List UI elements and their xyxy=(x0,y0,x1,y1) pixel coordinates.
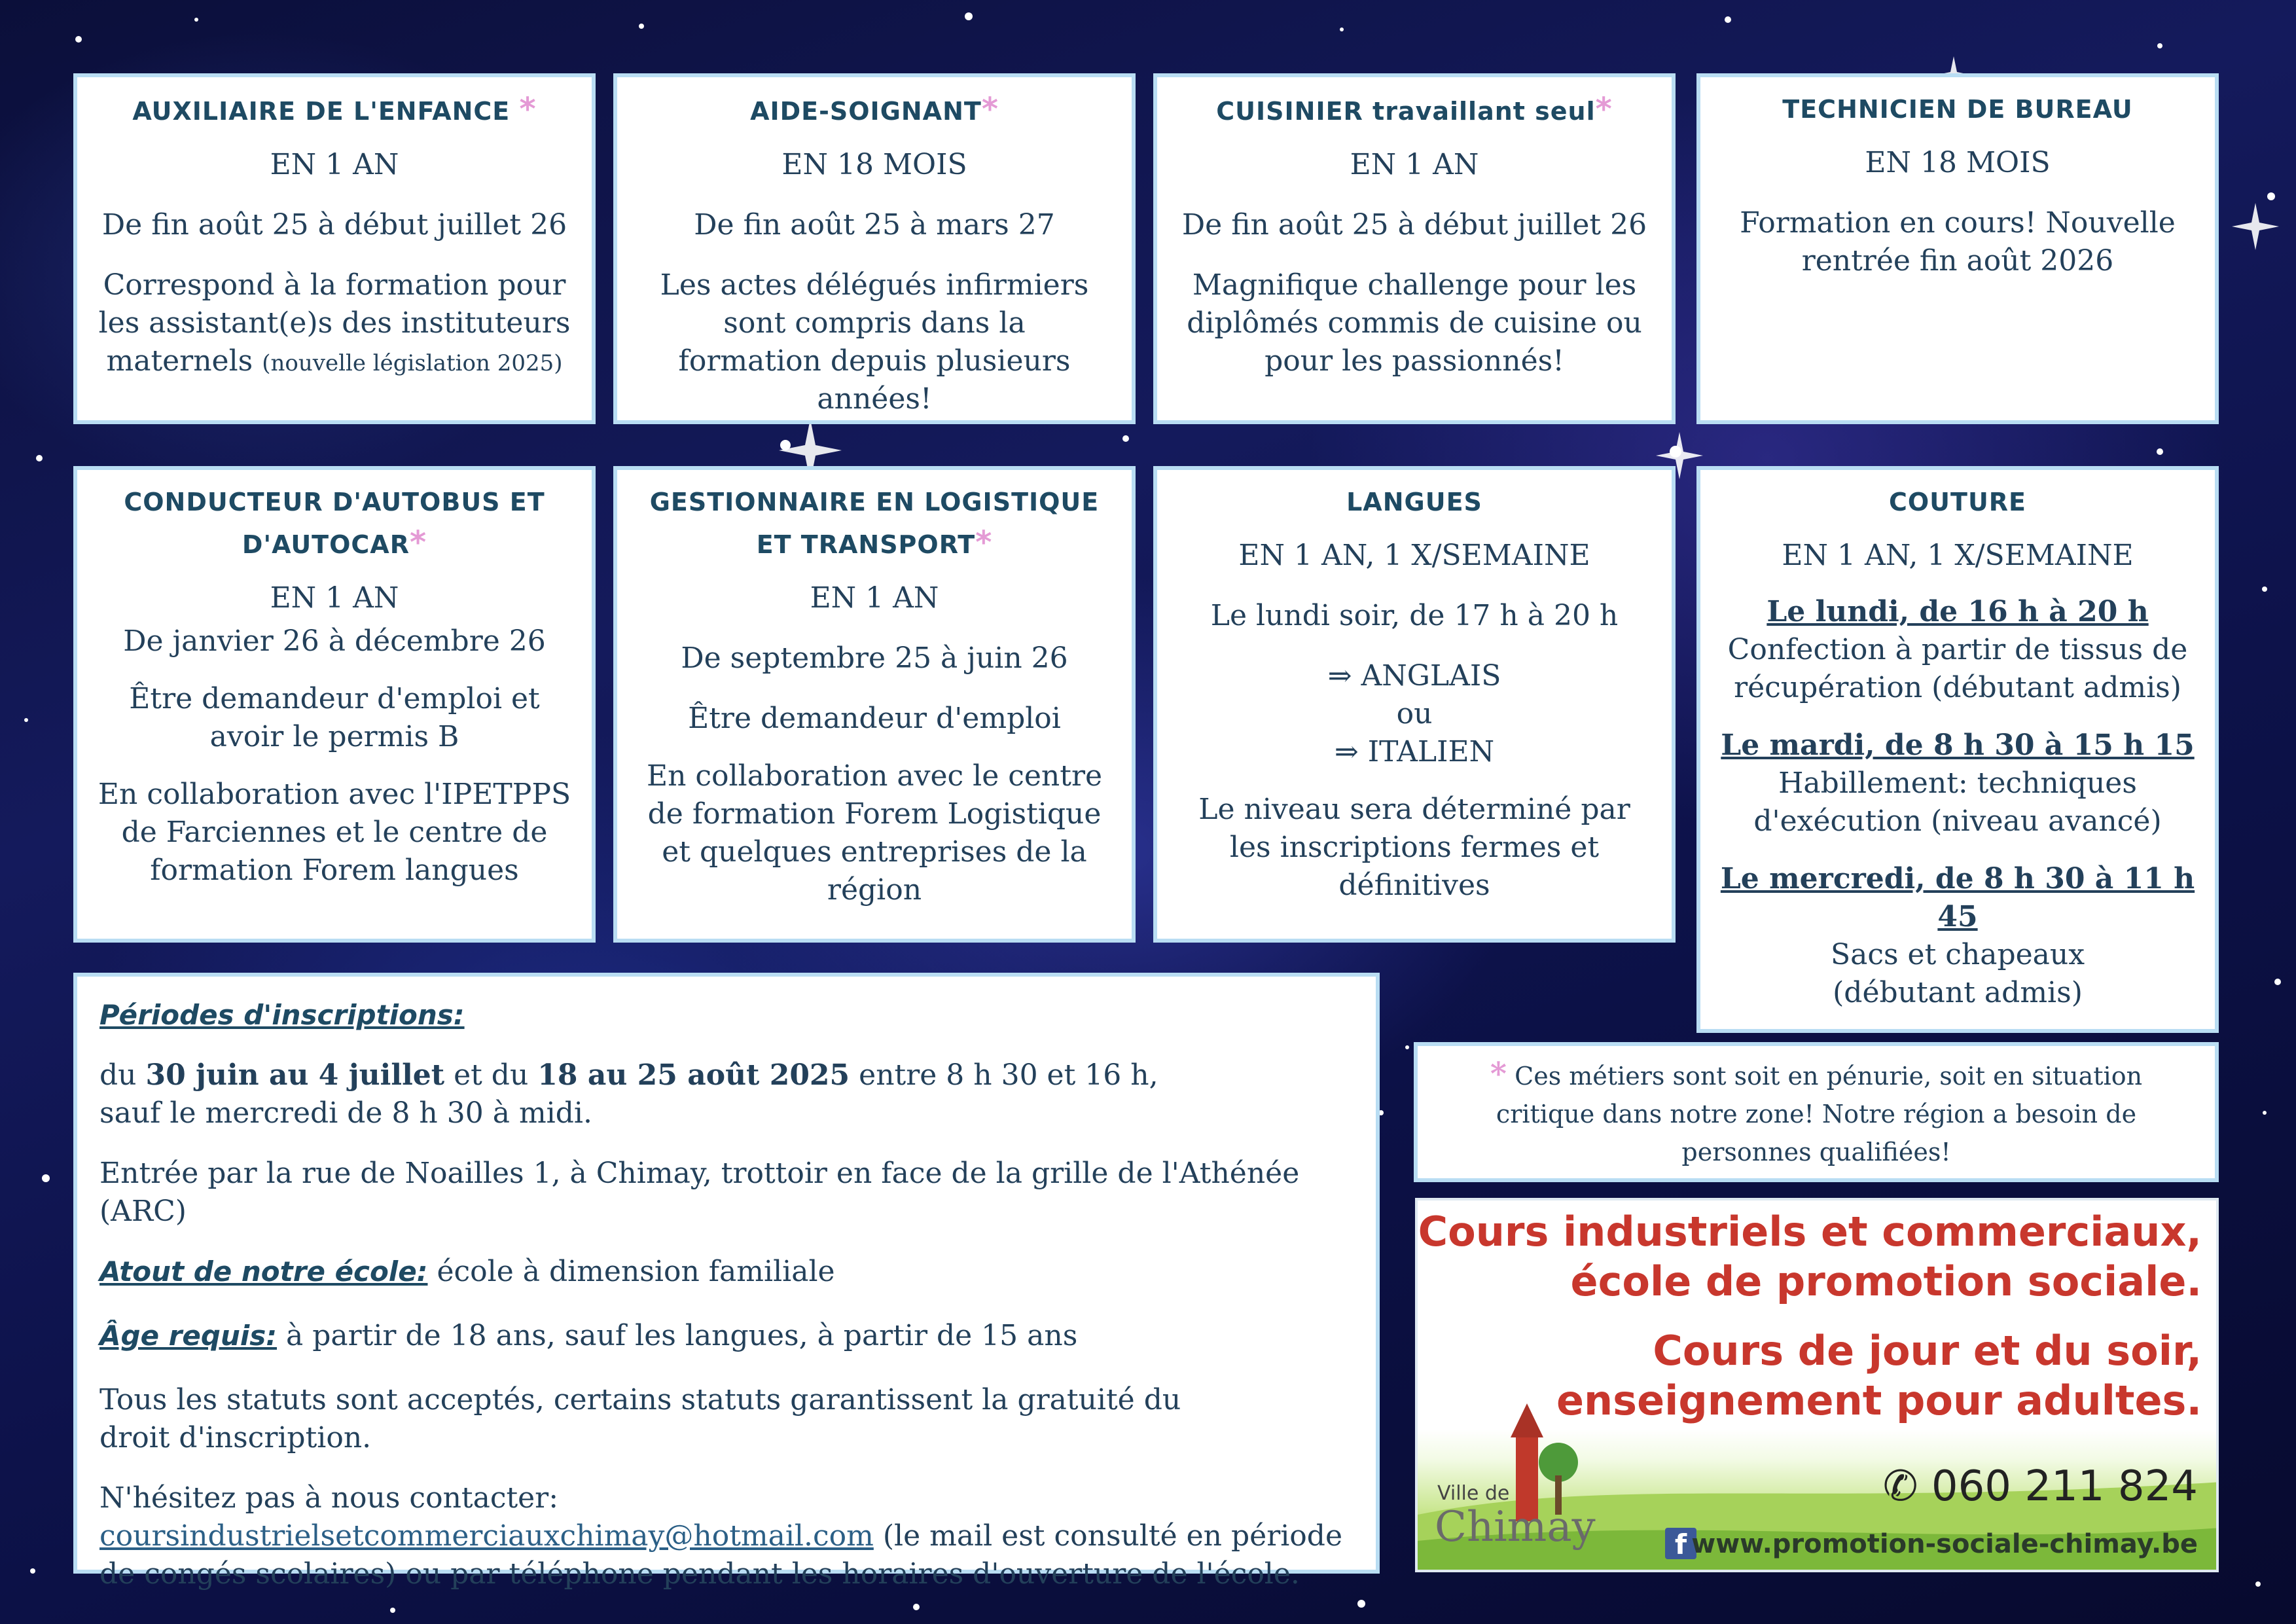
footnote-text: * Ces métiers sont soit en pénurie, soit en situation critique dans notre zone! Notre région a besoin de personnes qualifiées! xyxy=(1490,1056,2143,1166)
contact-text: N'hésitez pas à nous contacter: coursindustrielsetcommerciauxchimay@hotmail.com (le mail est consulté en période de congés scolaires) ou par téléphone pendant les horaires d'ouverture de l'école. xyxy=(99,1481,1343,1591)
course-title: CUISINIER travaillant seul* xyxy=(1216,91,1613,128)
course-duration: EN 1 AN xyxy=(1350,148,1479,181)
shortage-asterisk-icon: * xyxy=(519,91,537,128)
ad-phone-number: ✆ 060 211 824 xyxy=(1882,1462,2198,1511)
course-schedule: Le lundi soir, de 17 h à 20 h xyxy=(1210,599,1619,632)
couture-session-wednesday-desc: Sacs et chapeaux (débutant admis) xyxy=(1830,938,2085,1009)
course-description: Magnifique challenge pour les diplômés commis de cuisine ou pour les passionnés! xyxy=(1187,268,1642,378)
course-title: TECHNICIEN DE BUREAU xyxy=(1782,95,2133,124)
course-requirement: Être demandeur d'emploi xyxy=(688,702,1061,735)
course-title: AUXILIAIRE DE L'ENFANCE * xyxy=(132,91,537,128)
contact-email-link[interactable]: coursindustrielsetcommerciauxchimay@hotmail.com xyxy=(99,1519,874,1553)
school-ad-banner xyxy=(1415,1198,2219,1572)
course-duration: EN 1 AN, 1 X/SEMAINE xyxy=(1238,539,1590,572)
course-description: En collaboration avec l'IPETPPS de Farciennes et le centre de formation Forem langues xyxy=(98,778,571,887)
couture-session-tuesday: Le mardi, de 8 h 30 à 15 h 15 xyxy=(1721,729,2195,762)
course-duration: EN 1 AN xyxy=(810,581,939,615)
periods-text: du 30 juin au 4 juillet et du 18 au 25 août 2025 entre 8 h 30 et 16 h, sauf le mercredi de 8 h 30 à midi. xyxy=(99,1058,1158,1130)
course-title: AIDE-SOIGNANT* xyxy=(750,91,999,128)
shortage-footnote xyxy=(1414,1042,2219,1182)
couture-session-tuesday-desc: Habillement: techniques d'exécution (niveau avancé) xyxy=(1753,767,2162,838)
course-description: Le niveau sera déterminé par les inscriptions fermes et définitives xyxy=(1198,793,1630,902)
ville-de-label: Ville de xyxy=(1437,1482,1510,1505)
course-card-couture xyxy=(1696,466,2219,1033)
entrance-text: Entrée par la rue de Noailles 1, à Chimay, trottoir en face de la grille de l'Athénée (ARC) xyxy=(99,1157,1300,1228)
ad-line-2: école de promotion sociale. xyxy=(1570,1257,2202,1305)
course-title: GESTIONNAIRE EN LOGISTIQUE ET TRANSPORT* xyxy=(649,488,1100,561)
ad-line-1: Cours industriels et commerciaux, xyxy=(1418,1208,2202,1255)
language-option-italian: ⇒ ITALIEN xyxy=(1334,735,1495,768)
course-description: Formation en cours! Nouvelle rentrée fin août 2026 xyxy=(1740,206,2176,278)
couture-session-monday-desc: Confection à partir de tissus de récupération (débutant admis) xyxy=(1727,633,2188,704)
couture-session-wednesday: Le mercredi, de 8 h 30 à 11 h 45 xyxy=(1720,862,2195,933)
course-duration: EN 18 MOIS xyxy=(781,148,967,181)
shortage-asterisk-icon: * xyxy=(409,524,427,561)
shortage-asterisk-icon: * xyxy=(981,91,999,128)
statuts-text: Tous les statuts sont acceptés, certains statuts garantissent la gratuité du droit d'inscription. xyxy=(99,1383,1181,1454)
course-card-auxiliaire xyxy=(73,73,596,424)
course-card-cuisinier xyxy=(1153,73,1676,424)
registration-info-panel xyxy=(73,973,1380,1591)
course-dates: De fin août 25 à mars 27 xyxy=(694,208,1055,242)
facebook-icon: f xyxy=(1665,1528,1696,1559)
course-title: CONDUCTEUR D'AUTOBUS ET D'AUTOCAR* xyxy=(124,488,545,561)
course-card-langues xyxy=(1153,466,1676,943)
course-card-aide-soignant xyxy=(613,73,1136,424)
chimay-logo-text: Chimay xyxy=(1435,1503,1596,1551)
course-dates: De janvier 26 à décembre 26 xyxy=(123,624,546,658)
course-title: COUTURE xyxy=(1888,488,2027,516)
course-title: LANGUES xyxy=(1346,488,1482,516)
language-option-or: ou xyxy=(1396,697,1433,731)
atout-text: Atout de notre école: école à dimension familiale xyxy=(99,1255,835,1288)
course-dates: De fin août 25 à début juillet 26 xyxy=(101,208,567,242)
age-text: Âge requis: à partir de 18 ans, sauf les langues, à partir de 15 ans xyxy=(99,1319,1078,1352)
course-duration: EN 1 AN xyxy=(270,148,399,181)
ad-website: www.promotion-sociale-chimay.be xyxy=(1691,1529,2198,1559)
course-requirement: Être demandeur d'emploi et avoir le permis B xyxy=(129,682,540,753)
periods-heading: Périodes d'inscriptions: xyxy=(99,999,465,1031)
course-card-technicien-bureau xyxy=(1696,73,2219,424)
course-card-gestionnaire-logistique xyxy=(613,466,1136,943)
course-card-conducteur-autobus xyxy=(73,466,596,943)
course-description: Correspond à la formation pour les assistant(e)s des instituteurs maternels (nouvelle législation 2025) xyxy=(98,268,571,378)
course-duration: EN 18 MOIS xyxy=(1865,146,2051,179)
course-description: En collaboration avec le centre de formation Forem Logistique et quelques entreprises de la région xyxy=(646,759,1103,907)
shortage-asterisk-icon: * xyxy=(1490,1056,1507,1092)
ad-line-3: Cours de jour et du soir, xyxy=(1653,1327,2202,1375)
shortage-asterisk-icon: * xyxy=(975,524,993,561)
shortage-asterisk-icon: * xyxy=(1595,91,1613,128)
course-duration: EN 1 AN, 1 X/SEMAINE xyxy=(1782,539,2134,572)
course-description: Les actes délégués infirmiers sont compris dans la formation depuis plusieurs années! xyxy=(660,268,1089,416)
course-dates: De fin août 25 à début juillet 26 xyxy=(1181,208,1647,242)
course-dates: De septembre 25 à juin 26 xyxy=(681,641,1068,675)
language-option-english: ⇒ ANGLAIS xyxy=(1327,659,1501,693)
couture-session-monday: Le lundi, de 16 h à 20 h xyxy=(1767,595,2149,628)
ad-line-4: enseignement pour adultes. xyxy=(1556,1377,2202,1424)
course-duration: EN 1 AN xyxy=(270,581,399,615)
